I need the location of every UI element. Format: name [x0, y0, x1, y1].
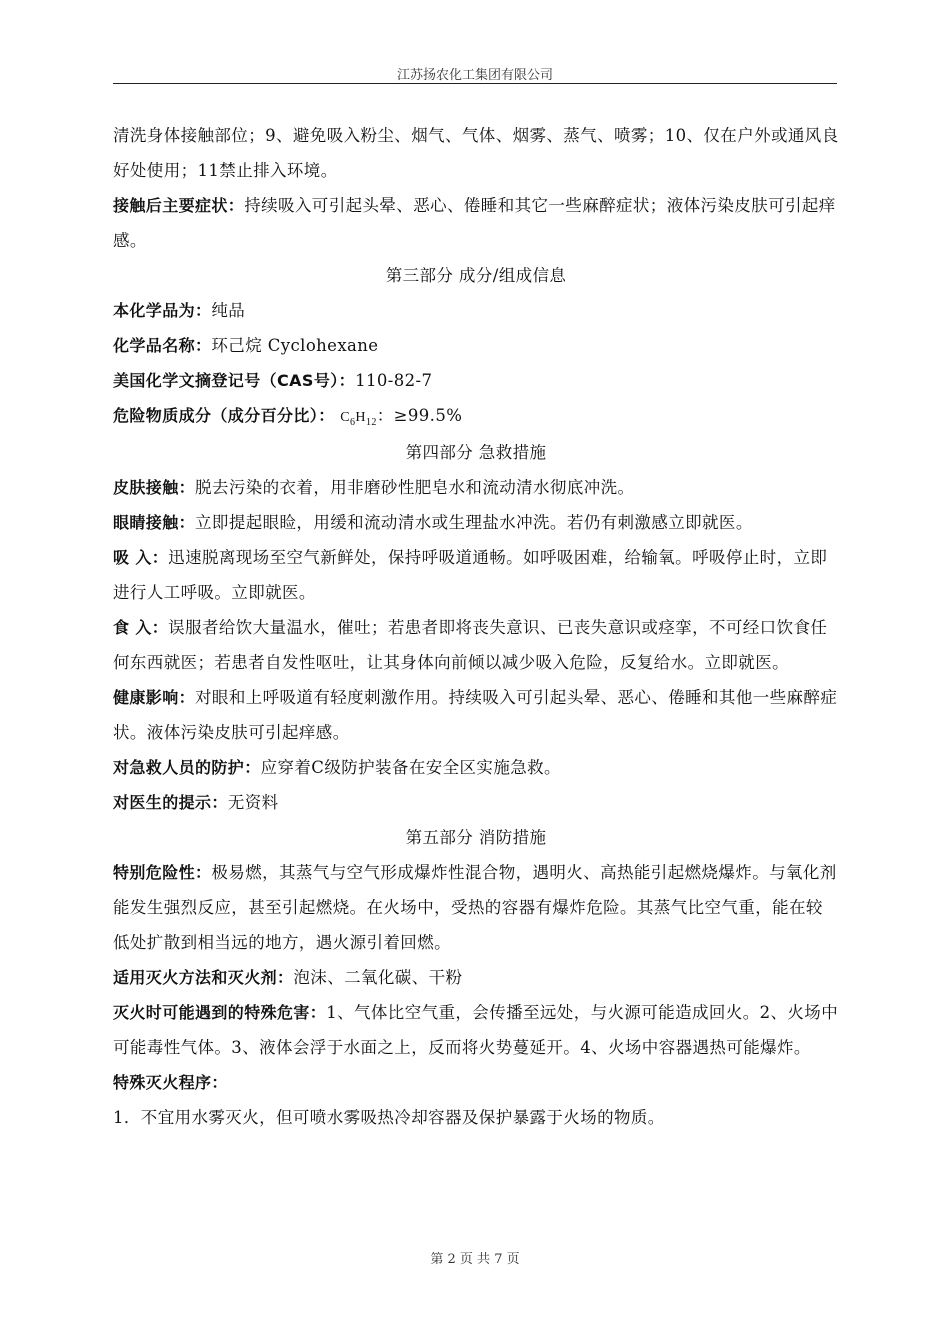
field-hazard: [113, 398, 839, 435]
field-procedure: [113, 1065, 839, 1100]
text-eye: 立即提起眼睑，用缓和流动清水或生理盐水冲洗。若仍有刺激感立即就医。: [195, 513, 753, 532]
text-cas: 110-82-7: [355, 371, 433, 390]
field-skin: [113, 470, 839, 505]
field-special-hazard: [113, 995, 839, 1065]
formula-c-sub: 6: [350, 416, 356, 428]
label-name: 化学品名称：: [113, 336, 212, 355]
field-pure: [113, 293, 839, 328]
page-header: 江苏扬农化工集团有限公司: [396, 68, 553, 83]
formula-h: H: [355, 410, 366, 425]
label-hazard: 危险物质成分（成分百分比）：: [113, 406, 335, 425]
document-body: [113, 118, 839, 1135]
text-doctor: 无资料: [227, 793, 279, 812]
label-inhale: 吸 入：: [113, 548, 169, 567]
page-footer: 第 2 页 共 7 页: [430, 1252, 520, 1267]
paragraph-symptoms: [113, 188, 839, 258]
field-health: [113, 680, 839, 750]
paragraph-wash: 清洗身体接触部位；9、避免吸入粉尘、烟气、气体、烟雾、蒸气、喷雾；10、仅在户外或通风良好处使用；11禁止排入环境。: [113, 126, 839, 180]
field-cas: [113, 363, 839, 398]
text-ingest: 误服者给饮大量温水，催吐；若患者即将丧失意识、已丧失意识或痉挛，不可经口饮食任何东西就医；若患者自发性呕吐，让其身体向前倾以减少吸入危险，反复给水。立即就医。: [113, 618, 828, 672]
label-special-hazard: 灭火时可能遇到的特殊危害：: [113, 1003, 327, 1022]
field-eye: [113, 505, 839, 540]
label-symptoms: 接触后主要症状：: [113, 196, 245, 215]
section4-title: 第四部分 急救措施: [405, 443, 547, 462]
text-skin: 脱去污染的衣着，用非磨砂性肥皂水和流动清水彻底冲洗。: [195, 478, 635, 497]
label-eye: 眼睛接触：: [113, 513, 196, 532]
text-symptoms: 持续吸入可引起头晕、恶心、倦睡和其它一些麻醉症状；液体污染皮肤可引起痒感。: [113, 196, 836, 250]
text-hazard: ：≥99.5%: [376, 406, 463, 425]
label-skin: 皮肤接触：: [113, 478, 196, 497]
label-pure: 本化学品为：: [113, 301, 212, 320]
section5-title: 第五部分 消防措施: [405, 828, 547, 847]
label-cas: 美国化学文摘登记号（CAS号）：: [113, 371, 356, 390]
field-doctor: [113, 785, 839, 820]
text-rescuer: 应穿着C级防护装备在安全区实施急救。: [260, 758, 561, 777]
formula-c: C: [340, 410, 351, 425]
label-rescuer: 对急救人员的防护：: [113, 758, 261, 777]
label-danger: 特别危险性：: [113, 863, 212, 882]
procedure-item-1: 1．不宜用水雾灭火，但可喷水雾吸热冷却容器及保护暴露于火场的物质。: [113, 1108, 665, 1127]
label-method: 适用灭火方法和灭火剂：: [113, 968, 294, 987]
text-special-hazard: 1、气体比空气重，会传播至远处，与火源可能造成回火。2、火场中可能毒性气体。3、液体会浮于水面之上，反而将火势蔓延开。4、火场中容器遇热可能爆炸。: [113, 1003, 839, 1057]
text-pure: 纯品: [211, 301, 246, 320]
field-rescuer: [113, 750, 839, 785]
text-name: 环己烷 Cyclohexane: [211, 336, 379, 355]
field-inhale: [113, 540, 839, 610]
label-doctor: 对医生的提示：: [113, 793, 228, 812]
label-health: 健康影响：: [113, 688, 196, 707]
formula: [340, 410, 377, 428]
formula-h-sub: 12: [365, 416, 377, 428]
header-divider: [113, 83, 837, 84]
section3-title: 第三部分 成分/组成信息: [385, 266, 567, 285]
text-health: 对眼和上呼吸道有轻度刺激作用。持续吸入可引起头晕、恶心、倦睡和其他一些麻醉症状。液体污染皮肤可引起痒感。: [113, 688, 838, 742]
field-method: [113, 960, 839, 995]
text-danger: 极易燃，其蒸气与空气形成爆炸性混合物，遇明火、高热能引起燃烧爆炸。与氧化剂能发生强烈反应，甚至引起燃烧。在火场中，受热的容器有爆炸危险。其蒸气比空气重，能在较低处扩散到相当远的地方，遇火源引着回燃。: [113, 863, 837, 952]
label-ingest: 食 入：: [113, 618, 169, 637]
label-procedure: 特殊灭火程序：: [113, 1073, 228, 1092]
field-ingest: [113, 610, 839, 680]
field-danger: [113, 855, 839, 960]
text-method: 泡沫、二氧化碳、干粉: [293, 968, 463, 987]
field-name: [113, 328, 839, 363]
text-inhale: 迅速脱离现场至空气新鲜处，保持呼吸道通畅。如呼吸困难，给输氧。呼吸停止时，立即进行人工呼吸。立即就医。: [113, 548, 828, 602]
